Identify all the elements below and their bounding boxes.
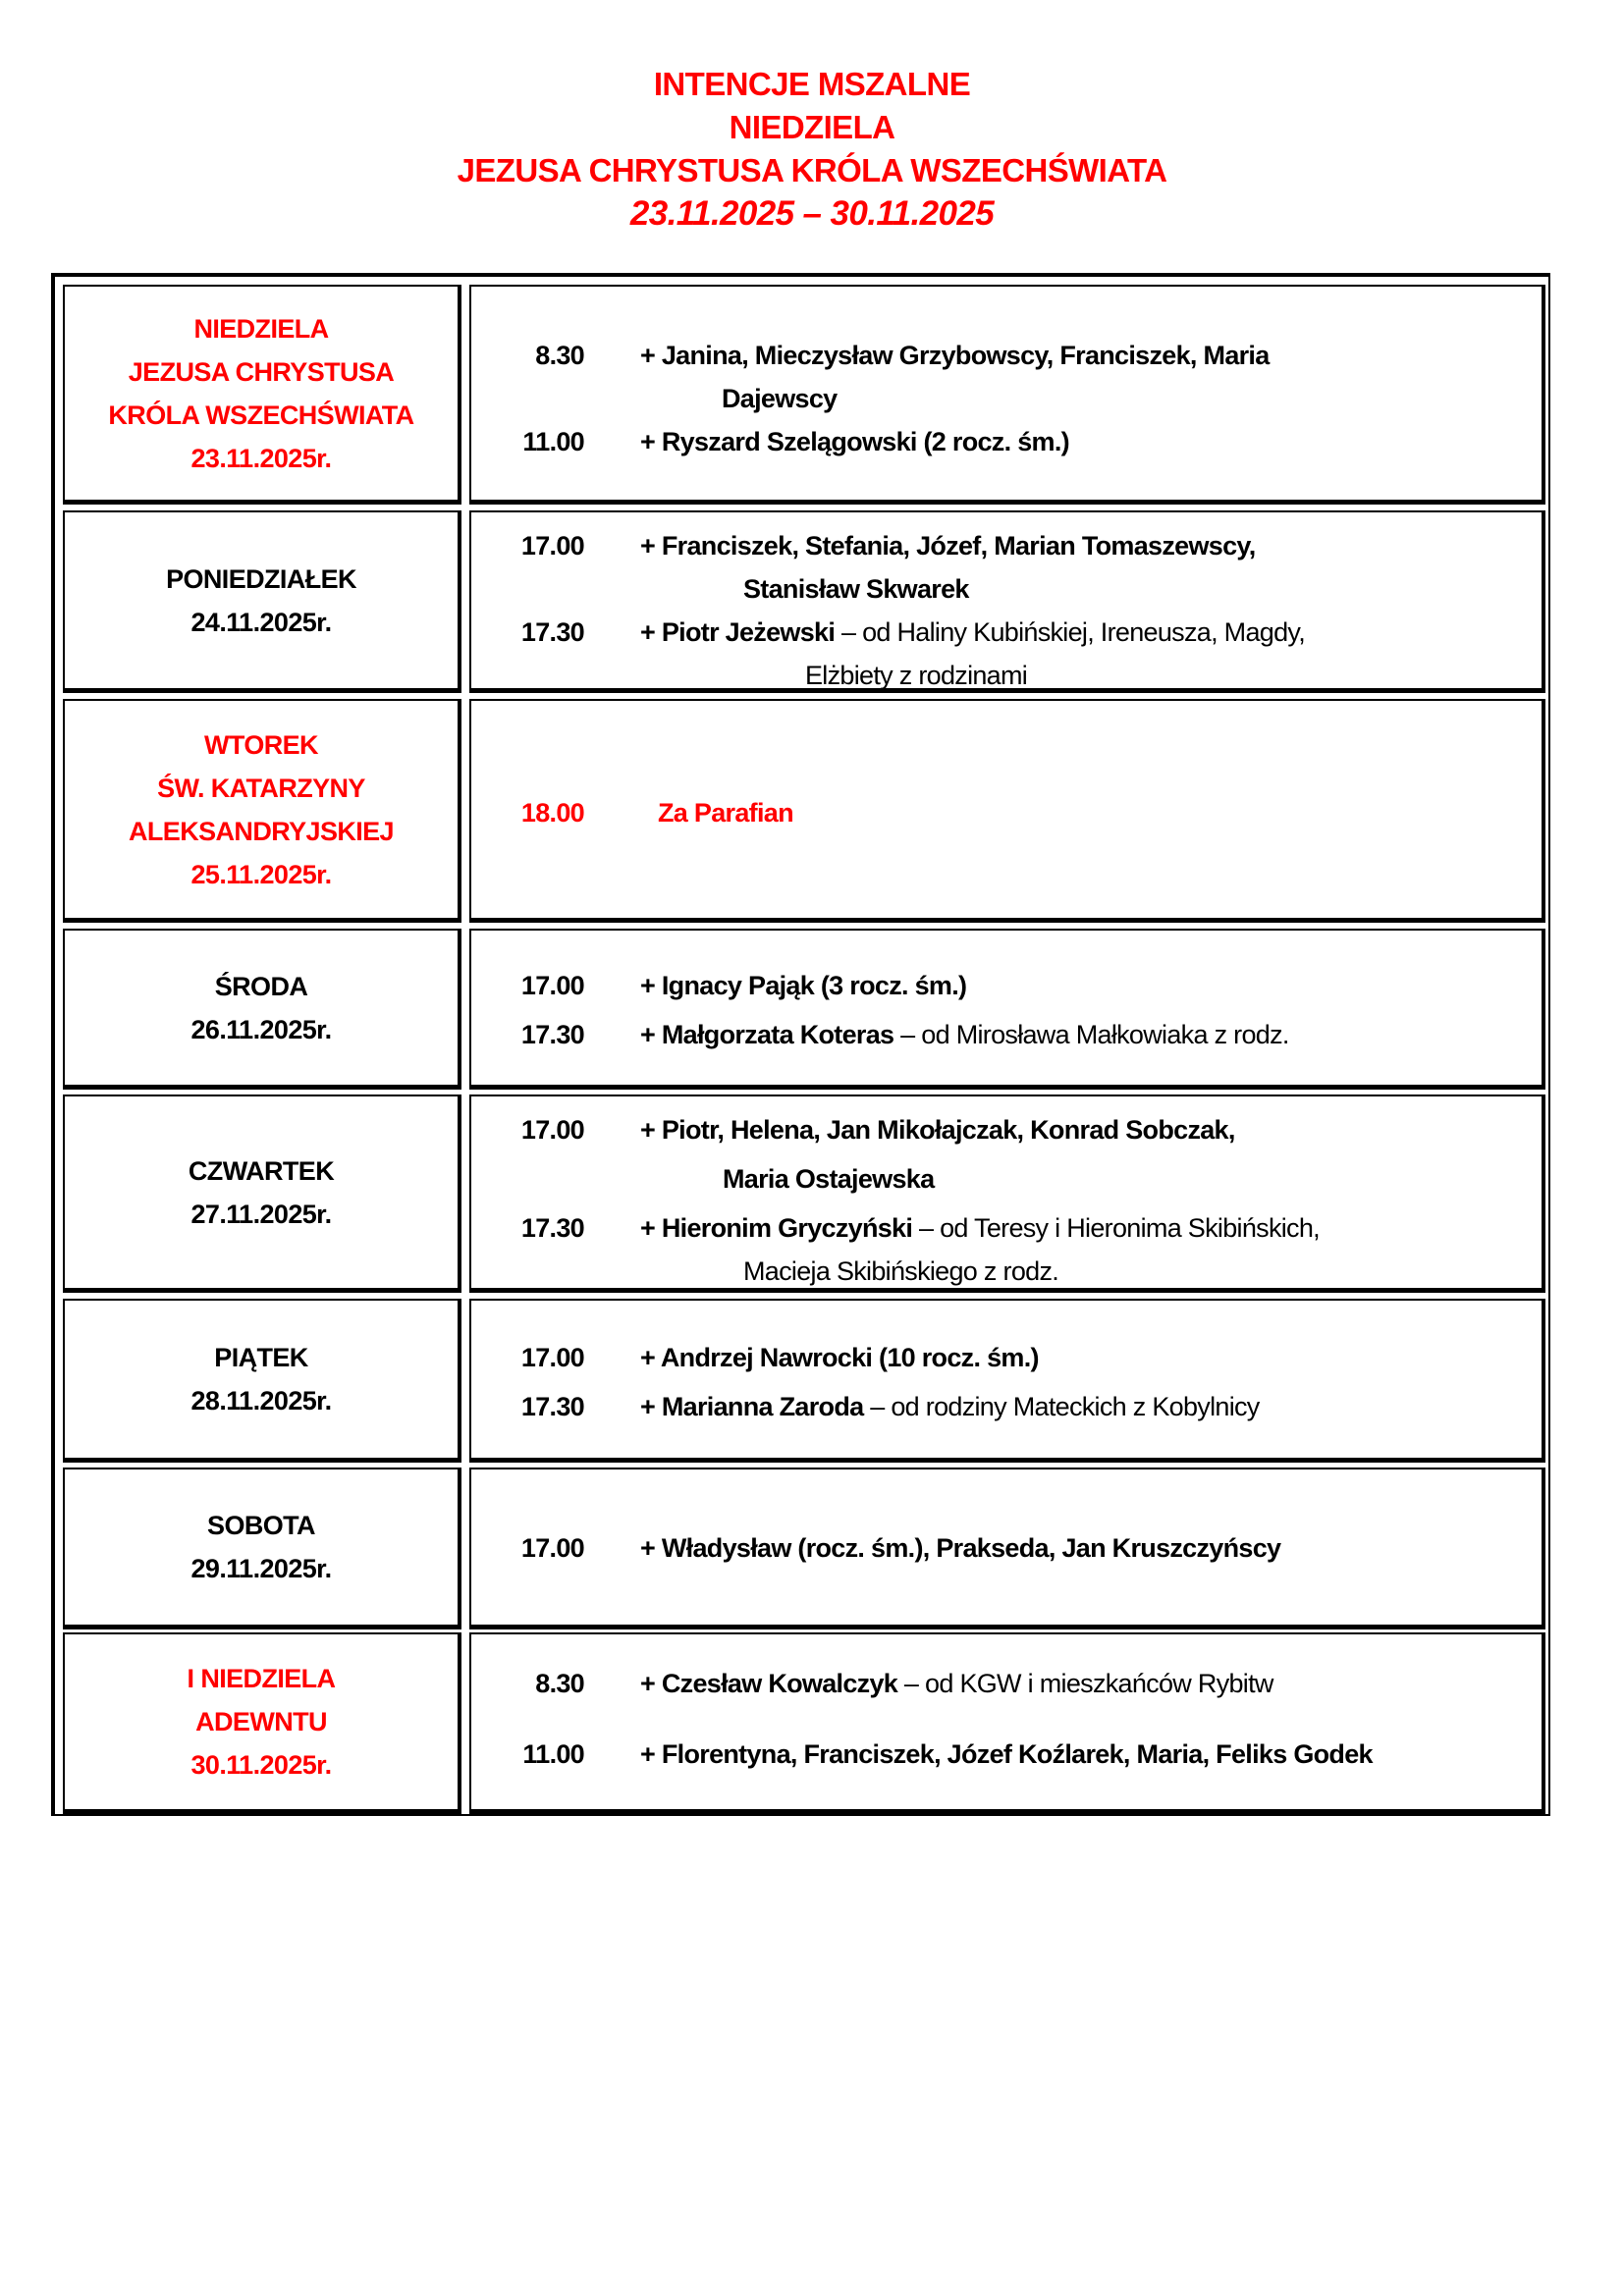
intention-name: + Małgorzata Koteras — [640, 1020, 894, 1049]
intention-name: + Florentyna, Franciszek, Józef Koźlarek, Maria, Feliks Godek — [640, 1739, 1373, 1769]
day-cell — [63, 1632, 461, 1814]
mass-intention — [640, 334, 1270, 377]
mass-entry-continuation — [471, 654, 1542, 697]
masses-cell — [469, 1095, 1545, 1293]
intention-requester: – od rodziny Mateckich z Kobylnicy — [863, 1392, 1260, 1421]
day-date: 23.11.2025r. — [190, 443, 332, 473]
day-cell — [63, 1299, 461, 1463]
day-name-line: KRÓLA WSZECHŚWIATA — [108, 400, 414, 430]
day-date: 29.11.2025r. — [190, 1554, 332, 1583]
mass-entry — [471, 1108, 1542, 1151]
mass-time: 17.00 — [520, 531, 584, 561]
day-cell — [63, 699, 461, 923]
masses-cell — [469, 699, 1545, 923]
mass-time: 11.00 — [522, 427, 584, 456]
mass-entry — [471, 791, 1542, 834]
day-cell — [63, 1468, 461, 1629]
day-cell — [63, 929, 461, 1090]
day-name-line: ADEWNTU — [195, 1707, 327, 1736]
mass-entry — [471, 1206, 1542, 1250]
mass-time: 17.30 — [520, 1213, 584, 1243]
mass-intention — [640, 1013, 1289, 1056]
day-name-line: JEZUSA CHRYSTUSA — [128, 356, 395, 387]
mass-entry — [471, 420, 1542, 463]
mass-intention — [640, 1526, 1280, 1570]
mass-entry-continuation — [471, 1157, 1542, 1201]
masses-cell — [469, 285, 1545, 505]
day-label — [191, 1336, 332, 1422]
date-range: 23.11.2025 – 30.11.2025 — [629, 194, 995, 233]
mass-time: 17.30 — [520, 617, 584, 647]
intention-requester: – od Teresy i Hieronima Skibińskich, — [912, 1213, 1320, 1243]
intention-name: + Władysław (rocz. śm.), Prakseda, Jan Kruszczyńscy — [640, 1533, 1281, 1563]
day-label — [189, 1149, 334, 1236]
mass-entry — [471, 1385, 1542, 1428]
intention-name: Za Parafian — [658, 798, 793, 828]
mass-entry — [471, 1013, 1542, 1056]
masses-cell — [469, 1468, 1545, 1629]
mass-entry — [471, 611, 1542, 654]
day-label — [191, 1504, 332, 1590]
mass-time: 18.00 — [520, 798, 584, 828]
intention-requester: – od Haliny Kubińskiej, Ireneusza, Magdy, — [835, 617, 1306, 647]
intention-continuation: Macieja Skibińskiego z rodz. — [743, 1256, 1059, 1286]
mass-time: 17.00 — [520, 971, 584, 1000]
mass-intention — [640, 1336, 1039, 1379]
mass-time: 17.00 — [520, 1115, 584, 1145]
mass-intention — [640, 1385, 1260, 1428]
feast-name: JEZUSA CHRYSTUSA KRÓLA WSZECHŚWIATA — [457, 152, 1167, 188]
mass-entry — [471, 1662, 1542, 1705]
intention-name: + Andrzej Nawrocki (10 rocz. śm.) — [640, 1343, 1039, 1372]
day-name-line: SOBOTA — [207, 1511, 315, 1540]
day-date: 24.11.2025r. — [190, 607, 332, 637]
day-name-line: I NIEDZIELA — [187, 1664, 336, 1693]
mass-entry — [471, 524, 1542, 567]
intention-name: + Franciszek, Stefania, Józef, Marian Tomaszewscy, — [640, 531, 1256, 561]
document-title: INTENCJE MSZALNE — [653, 66, 971, 102]
masses-cell — [469, 1632, 1545, 1814]
day-label — [188, 1657, 336, 1787]
day-name-line: ŚW. KATARZYNY — [157, 773, 365, 803]
day-date: 25.11.2025r. — [190, 859, 332, 889]
day-name-line: ŚRODA — [214, 971, 308, 1001]
day-cell — [63, 1095, 461, 1293]
intention-continuation: Stanisław Skwarek — [743, 574, 969, 604]
day-name-line: PONIEDZIAŁEK — [166, 563, 356, 594]
mass-time: 8.30 — [535, 341, 584, 370]
mass-time: 17.30 — [520, 1020, 584, 1049]
intention-continuation: Elżbiety z rodzinami — [805, 661, 1028, 690]
mass-entry — [471, 334, 1542, 377]
mass-intention — [640, 1206, 1320, 1250]
mass-intention — [640, 1108, 1235, 1151]
day-label — [108, 307, 413, 480]
day-cell — [63, 285, 461, 505]
mass-entry — [471, 1526, 1542, 1570]
day-label — [166, 558, 356, 644]
intention-name: + Ignacy Pająk (3 rocz. śm.) — [640, 971, 967, 1000]
intention-name: + Piotr Jeżewski — [640, 617, 836, 647]
masses-cell — [469, 510, 1545, 693]
document-subtitle: NIEDZIELA — [729, 109, 895, 145]
intention-continuation: Maria Ostajewska — [723, 1164, 935, 1194]
mass-entry-continuation — [471, 1250, 1542, 1293]
intention-requester: – od KGW i mieszkańców Rybitw — [897, 1669, 1273, 1698]
mass-intention — [640, 964, 966, 1007]
intention-name: + Hieronim Gryczyński — [640, 1213, 913, 1243]
day-date: 28.11.2025r. — [190, 1386, 332, 1415]
intention-continuation: Dajewscy — [722, 384, 838, 413]
mass-intention — [640, 420, 1069, 463]
mass-time: 17.30 — [520, 1392, 584, 1421]
mass-entry-continuation — [471, 377, 1542, 420]
mass-entry — [471, 1336, 1542, 1379]
intention-name: + Czesław Kowalczyk — [640, 1669, 898, 1698]
intention-name: + Piotr, Helena, Jan Mikołajczak, Konrad Sobczak, — [640, 1115, 1235, 1145]
day-cell — [63, 510, 461, 693]
day-label — [191, 965, 332, 1051]
intention-name: + Janina, Mieczysław Grzybowscy, Franciszek, Maria — [640, 341, 1270, 370]
day-date: 27.11.2025r. — [190, 1199, 332, 1229]
mass-intention — [640, 611, 1305, 654]
mass-intention — [640, 524, 1256, 567]
day-date: 26.11.2025r. — [190, 1014, 332, 1044]
mass-time: 8.30 — [535, 1669, 584, 1698]
masses-cell — [469, 929, 1545, 1090]
intention-name: + Ryszard Szelągowski (2 rocz. śm.) — [640, 427, 1069, 456]
mass-time: 17.00 — [520, 1343, 584, 1372]
mass-entry — [471, 964, 1542, 1007]
mass-intention — [640, 1662, 1273, 1705]
document-header — [0, 63, 1624, 236]
mass-time: 17.00 — [520, 1533, 584, 1563]
intention-name: + Marianna Zaroda — [640, 1392, 864, 1421]
mass-intention — [658, 791, 793, 834]
day-label — [129, 723, 394, 896]
mass-time: 11.00 — [522, 1739, 584, 1769]
day-name-line: CZWARTEK — [188, 1155, 335, 1186]
day-date: 30.11.2025r. — [190, 1750, 332, 1780]
day-name-line: ALEKSANDRYJSKIEJ — [129, 816, 394, 846]
mass-intention — [640, 1733, 1373, 1776]
mass-entry-continuation — [471, 567, 1542, 611]
day-name-line: NIEDZIELA — [193, 313, 329, 344]
day-name-line: PIĄTEK — [214, 1343, 308, 1372]
masses-cell — [469, 1299, 1545, 1463]
intention-requester: – od Mirosława Małkowiaka z rodz. — [893, 1020, 1289, 1049]
day-name-line: WTOREK — [204, 729, 318, 760]
mass-entry — [471, 1733, 1542, 1776]
